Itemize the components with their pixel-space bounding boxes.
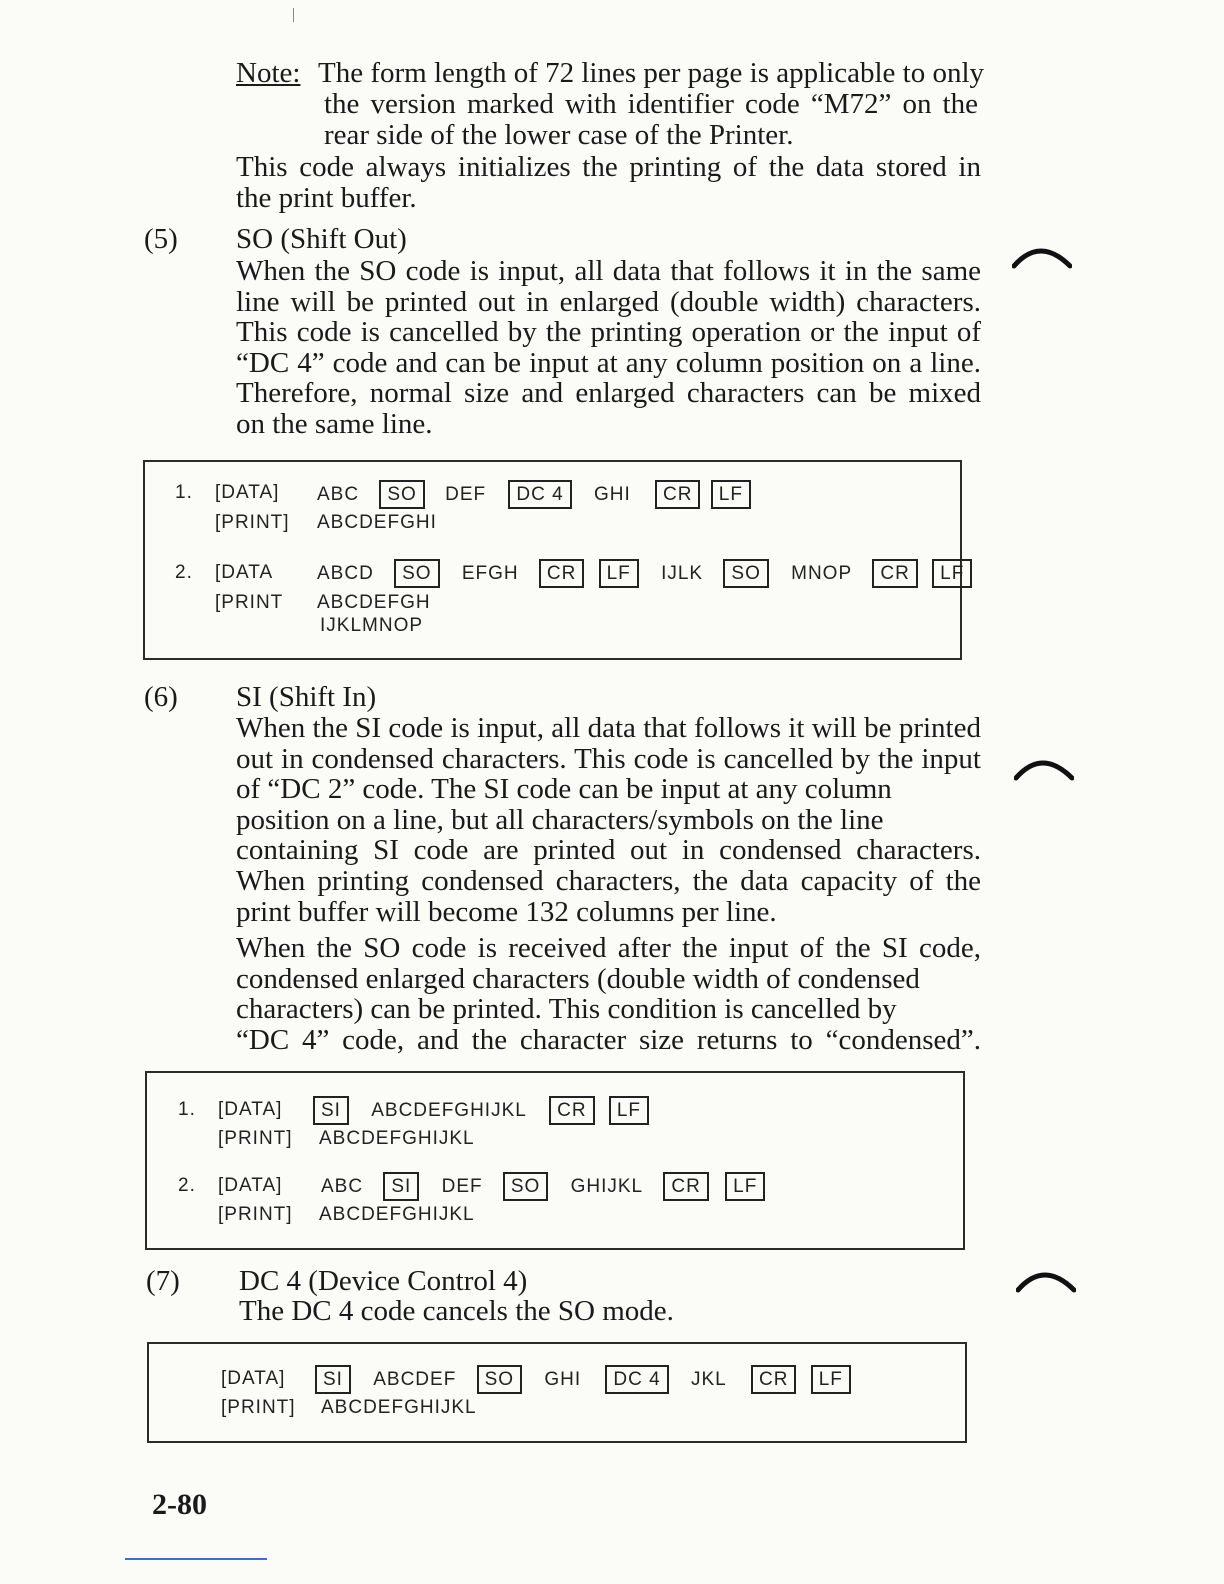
section-number: (7) [146,1265,180,1297]
body-line: When printing condensed characters, the data capacity of the [236,864,981,897]
key-so: SO [379,480,424,509]
print-label: [PRINT] [221,1397,296,1418]
note-label: Note: [236,57,301,89]
scan-mark [293,8,294,22]
key-lf: LF [609,1096,649,1125]
key-si: SI [383,1172,419,1201]
data-text: ABCD [317,562,374,584]
section-paragraph [236,256,981,439]
body-line: This code is cancelled by the printing operation or the input of [236,316,981,348]
key-dc4: DC 4 [508,480,571,509]
key-lf: LF [725,1172,765,1201]
binder-mark-icon [1012,240,1072,270]
key-lf: LF [711,480,751,509]
data-text: DEF [445,483,487,505]
data-label: [DATA [215,562,274,583]
example-number: 2. [175,562,193,583]
data-sequence [313,1365,853,1394]
data-label: [DATA] [218,1099,283,1120]
key-cr: CR [872,559,917,588]
key-cr: CR [655,480,700,509]
key-lf: LF [599,559,639,588]
body-line: line will be printed out in enlarged (double width) characters. [236,285,981,318]
body-line: characters) can be printed. This condition is cancelled by [236,993,897,1026]
page-number: 2-80 [152,1488,207,1521]
print-output: ABCDEFGHI [317,512,437,533]
print-label: [PRINT] [215,512,290,533]
footer-rule [125,1558,267,1560]
section-title: SI (Shift In) [236,681,377,713]
key-so: SO [394,559,439,588]
note-line: The form length of 72 lines per page is applicable to only [318,57,985,89]
print-label: [PRINT] [218,1128,293,1149]
data-text: JKL [690,1368,727,1390]
example-box [147,1342,967,1443]
data-text: ABCDEFGHIJKL [371,1099,527,1121]
section-number: (5) [144,223,178,255]
data-sequence [317,480,753,509]
data-text: GHI [544,1368,582,1390]
intro-paragraph [236,152,981,214]
data-label: [DATA] [218,1175,283,1196]
data-text: MNOP [791,562,853,584]
data-text: ABC [321,1175,364,1197]
print-output: ABCDEFGH [317,592,431,613]
section-paragraph [236,933,981,1055]
print-output: ABCDEFGHIJKL [319,1128,475,1149]
key-cr: CR [549,1096,594,1125]
example-number: 1. [175,482,193,503]
intro-line: This code always initializes the printing of the data stored in [236,151,981,183]
body-line: on the same line. [236,407,433,440]
body-line: When the SO code is received after the input of the SI code, [236,932,981,964]
data-sequence [321,1172,767,1201]
data-text: ABCDEF [373,1368,457,1390]
body-line: position on a line, but all characters/symbols on the line [236,803,884,836]
body-line: Therefore, normal size and enlarged characters can be mixed [236,377,981,409]
data-text: ABC [317,483,360,505]
print-label: [PRINT] [218,1204,293,1225]
example-number: 2. [178,1175,196,1196]
key-so: SO [723,559,768,588]
key-lf: LF [811,1365,851,1394]
data-sequence [317,559,974,588]
print-output: IJKLMNOP [320,615,424,636]
body-line: When the SI code is input, all data that follows it will be printed [236,712,981,744]
print-output: ABCDEFGHIJKL [319,1204,475,1225]
section-title: SO (Shift Out) [236,223,407,255]
body-line: print buffer will become 132 columns per line. [236,895,777,928]
key-so: SO [477,1365,522,1394]
body-line: “DC 4” code and can be input at any column position on a line. [236,346,981,379]
data-label: [DATA] [221,1368,286,1389]
key-si: SI [313,1096,349,1125]
body-line: The DC 4 code cancels the SO mode. [239,1295,674,1327]
key-cr: CR [539,559,584,588]
note-text [318,57,985,151]
section-number: (6) [144,681,178,713]
body-line: When the SO code is input, all data that follows it in the same [236,255,981,287]
example-number: 1. [178,1099,196,1120]
body-line: out in condensed characters. This code is cancelled by the input [236,742,981,775]
note-line: rear side of the lower case of the Printer. [324,119,794,151]
key-so: SO [503,1172,548,1201]
binder-mark-icon [1014,752,1074,782]
print-label: [PRINT [215,592,284,613]
binder-mark-icon [1016,1264,1076,1294]
key-si: SI [315,1365,351,1394]
section-title: DC 4 (Device Control 4) [239,1265,528,1297]
data-text: IJLK [661,562,704,584]
section-paragraph [239,1296,984,1327]
data-sequence [311,1096,651,1125]
data-text: DEF [441,1175,483,1197]
data-text: EFGH [461,562,519,584]
body-line: containing SI code are printed out in condensed characters. [236,834,981,867]
example-box [145,1071,965,1250]
data-text: GHI [593,483,631,505]
key-dc4: DC 4 [605,1365,668,1394]
data-text: GHIJKL [570,1175,644,1197]
section-paragraph [236,713,981,927]
key-lf: LF [932,559,972,588]
key-cr: CR [751,1365,796,1394]
body-line: condensed enlarged characters (double width of condensed [236,962,920,995]
intro-line: the print buffer. [236,182,417,214]
note-line: the version marked with identifier code “M72” on the [324,88,978,120]
body-line: of “DC 2” code. The SI code can be input at any column [236,773,892,806]
key-cr: CR [663,1172,708,1201]
print-output: ABCDEFGHIJKL [321,1397,477,1418]
data-label: [DATA] [215,482,280,503]
body-line: “DC 4” code, and the character size returns to “condensed”. [236,1023,981,1056]
example-box [143,460,965,660]
